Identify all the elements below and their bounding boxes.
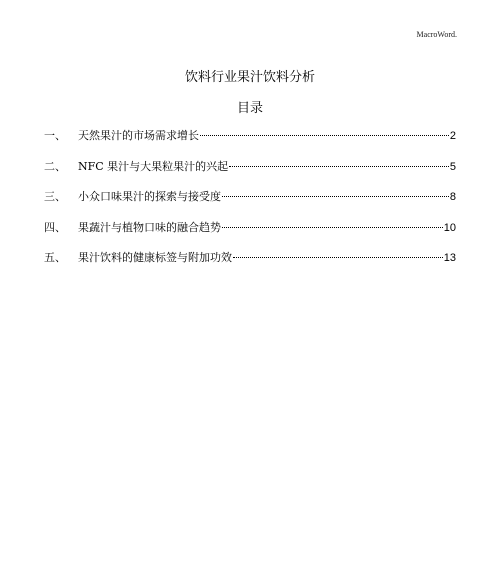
header-brand: MacroWord. <box>416 30 457 39</box>
toc-entry-number: 三、 <box>44 190 66 203</box>
toc-entry-4[interactable] <box>44 220 456 251</box>
toc-entry-1[interactable] <box>44 128 456 159</box>
toc-entry-text[interactable]: 小众口味果汁的探索与接受度 <box>78 190 221 203</box>
toc-entry-page[interactable]: 5 <box>449 160 456 173</box>
toc-entry-text[interactable]: 天然果汁的市场需求增长 <box>78 129 199 142</box>
toc-entry-3[interactable] <box>44 189 456 220</box>
toc-dot-leader <box>200 135 449 136</box>
toc-dot-leader <box>222 227 443 228</box>
toc-entry-text[interactable]: 果蔬汁与植物口味的融合趋势 <box>78 220 221 234</box>
toc-entry-number: 四、 <box>44 220 66 234</box>
toc-entry-page[interactable]: 13 <box>443 252 456 264</box>
toc-entry-page[interactable]: 2 <box>449 130 456 142</box>
toc-dot-leader <box>229 166 449 167</box>
toc-entry-text[interactable]: 果汁饮料的健康标签与附加功效 <box>78 251 232 264</box>
toc-entry-page[interactable]: 10 <box>443 221 456 234</box>
toc-entry-number: 一、 <box>44 129 66 142</box>
toc-entry-number: 五、 <box>44 251 66 264</box>
toc-entry-page[interactable]: 8 <box>449 191 456 203</box>
toc-entry-number: 二、 <box>44 159 66 173</box>
toc-entry-text[interactable]: NFC 果汁与大果粒果汁的兴起 <box>78 159 229 173</box>
toc-dot-leader <box>233 257 443 258</box>
toc-heading: 目录 <box>236 101 263 116</box>
toc-entry-5[interactable] <box>44 250 456 281</box>
toc-entry-2[interactable] <box>44 159 456 190</box>
toc-dot-leader <box>222 196 449 197</box>
document-title: 饮料行业果汁饮料分析 <box>184 70 315 85</box>
table-of-contents <box>44 128 456 281</box>
